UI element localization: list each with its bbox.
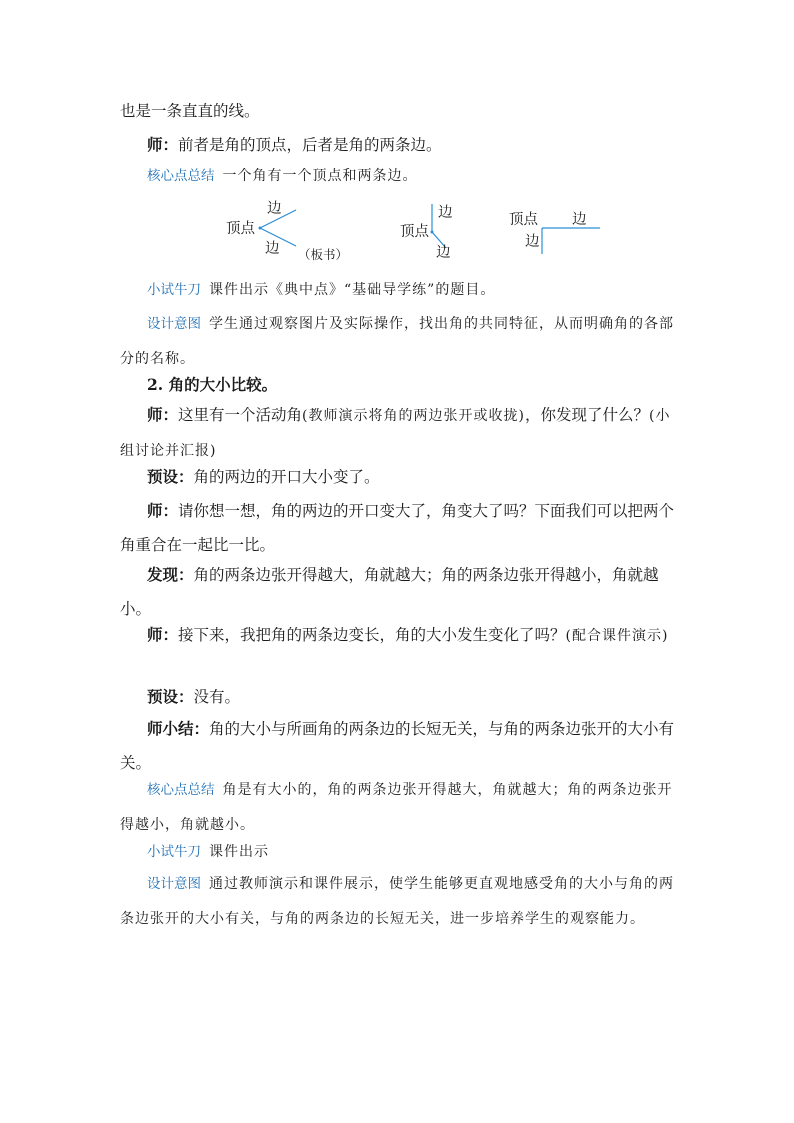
preset-answer-2: 预设：没有。 [147, 687, 241, 706]
core-summary-2: 核心点总结 角是有大小的，角的两条边张开得越大，角就越大；角的两条边张开得越小，角就越小。 [120, 782, 673, 833]
angle1-vertex-label: 顶点 [226, 221, 255, 237]
speaker-label: 预设： [147, 687, 194, 706]
speaker-label: 师： [147, 135, 179, 154]
tag-core-summary: 核心点总结 [147, 168, 215, 184]
speaker-label: 师： [147, 625, 179, 644]
speaker-label: 师小结： [147, 719, 210, 738]
tag-design-intent: 设计意图 [147, 316, 201, 332]
board-note: （板书） [298, 247, 349, 262]
teacher-line: 师：前者是角的顶点，后者是角的两条边。 [147, 135, 442, 154]
speaker-label: 发现： [147, 565, 194, 584]
discovery: 发现：角的两条边张开得越大，角就越大；角的两条边张开得越小，角就越小。 [120, 565, 659, 618]
teacher-question-2: 师：接下来，我把角的两条边变长，角的大小发生变化了吗？(配合课件演示) [147, 625, 669, 644]
speaker-label: 师： [147, 405, 179, 424]
angle1-side-label: 边 [267, 201, 282, 217]
speaker-label: 师： [147, 501, 179, 520]
design-intent-1: 设计意图 学生通过观察图片及实际操作，找出角的共同特征，从而明确角的各部分的名称。 [120, 316, 674, 367]
section-heading: 2. 角的大小比较。 [147, 375, 278, 394]
angle3-vertex-label: 顶点 [509, 212, 538, 228]
angle2-side-label: 边 [436, 245, 451, 261]
tag-design-intent: 设计意图 [147, 876, 201, 892]
preset-answer: 预设：角的两边的开口大小变了。 [147, 467, 380, 486]
core-summary-1: 核心点总结 一个角有一个顶点和两条边。 [147, 168, 418, 184]
teacher-prompt: 师：请你想一想，角的两边的开口变大了，角变大了吗？下面我们可以把两个角重合在一起比一比。 [120, 501, 675, 554]
angle-diagram [220, 196, 620, 266]
tag-practice: 小试牛刀 [147, 282, 201, 298]
speaker-label: 预设： [147, 467, 194, 486]
teacher-question: 师：这里有一个活动角(教师演示将角的两边张开或收拢)，你发现了什么？(小组讨论并汇报) [120, 405, 671, 459]
practice-1: 小试牛刀 课件出示《典中点》“基础导学练”的题目。 [147, 282, 496, 298]
angle3-side-label: 边 [525, 234, 540, 250]
tag-core-summary: 核心点总结 [147, 782, 215, 798]
angle2-vertex-label: 顶点 [400, 224, 429, 240]
angle1-side-label: 边 [265, 241, 280, 257]
angle3-side-label: 边 [572, 212, 587, 228]
design-intent-2: 设计意图 通过教师演示和课件展示，使学生能够更直观地感受角的大小与角的两条边张开的大小有关，与角的两条边的长短无关，进一步培养学生的观察能力。 [120, 876, 674, 927]
paragraph-continuation: 也是一条直直的线。 [120, 102, 260, 120]
tag-practice: 小试牛刀 [147, 844, 201, 860]
angle2-side-label: 边 [438, 205, 453, 221]
practice-2: 小试牛刀 课件出示 [147, 844, 269, 860]
teacher-summary: 师小结：角的大小与所画角的两条边的长短无关，与角的两条边张开的大小有关。 [120, 719, 675, 772]
